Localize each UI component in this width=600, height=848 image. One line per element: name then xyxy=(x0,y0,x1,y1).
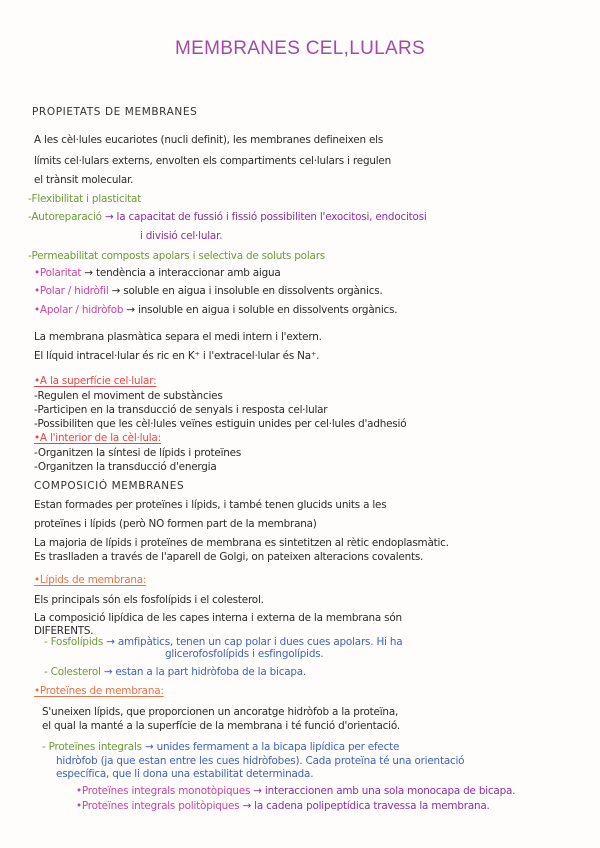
flexibility-heading: -Flexibilitat i plasticitat xyxy=(28,193,142,205)
integral-line xyxy=(42,741,399,754)
lipids-line-2: La composició lipídica de les capes interna i externa de la membrana són xyxy=(34,612,402,624)
monotopic-text: → interaccionen amb una sola monocapa de bicapa. xyxy=(253,785,516,797)
intro-line-2: límits cel·lulars externs, envolten els compartiments cel·lulars i regulen xyxy=(34,155,391,167)
integral-label: - Proteïnes integrals xyxy=(42,741,142,753)
permeability-heading: -Permeabilitat composts apolars i selectiva de soluts polars xyxy=(28,250,325,262)
integral-text: → unides fermament a la bicapa lipídica per efecte xyxy=(144,741,400,753)
apolar-line xyxy=(34,304,397,317)
surface-item-3: -Possibiliten que les cèl·lules veïnes estiguin unides per cel·lules d'adhesió xyxy=(34,418,407,430)
lipids-line-1: Els principals són els fosfolípids i el colesterol. xyxy=(34,594,264,606)
integral-line-3: específica, que li dona una estabilitat determinada. xyxy=(56,768,314,780)
proteins-heading: •Proteïnes de membrana: xyxy=(34,685,164,697)
autoreparacio-line xyxy=(28,211,427,224)
autoreparacio-text-2: i divisió cel·lular. xyxy=(140,230,223,242)
polytopic-label: •Proteïnes integrals politòpiques xyxy=(76,800,240,812)
composition-line-4: Es traslladen a través de l'aparell de Golgi, on pateixen alteracions covalents. xyxy=(34,551,424,563)
plasma-line-2: El líquid intracel·lular és ric en K⁺ i l'extracel·lular és Na⁺. xyxy=(34,350,320,362)
intro-line-1: A les cèl·lules eucariotes (nucli definit), les membranes defineixen els xyxy=(34,134,384,146)
autoreparacio-text: → la capacitat de fussió i fissió possibiliten l'exocitosi, endocitosi xyxy=(104,211,427,223)
proteins-line-2: el qual la manté a la superfície de la membrana i té funció d'orientació. xyxy=(42,720,400,732)
interior-item-2: -Organitzen la transducció d'energia xyxy=(34,461,217,473)
polytopic-line xyxy=(76,800,490,813)
surface-heading: •A la superfície cel·lular: xyxy=(34,375,157,387)
polaritat-line xyxy=(34,267,281,280)
monotopic-label: •Proteïnes integrals monotòpiques xyxy=(76,785,251,797)
section-heading-propietats: PROPIETATS DE MEMBRANES xyxy=(32,106,198,118)
polar-text: → soluble en aigua i insoluble en dissolvents orgànics. xyxy=(111,285,383,297)
colesterol-label: - Colesterol xyxy=(44,666,101,678)
autoreparacio-label: -Autoreparació xyxy=(28,211,102,223)
plasma-line-1: La membrana plasmàtica separa el medi intern i l'extern. xyxy=(34,331,322,343)
interior-heading: •A l'interior de la cèl·lula: xyxy=(34,432,161,444)
intro-line-3: el trànsit molecular. xyxy=(34,174,134,186)
section-heading-composicio: COMPOSICIÓ MEMBRANES xyxy=(34,480,185,492)
polar-line xyxy=(34,285,383,298)
fosfolipids-label: - Fosfolípids xyxy=(44,636,104,648)
composition-line-3: La majoria de lípids i proteïnes de membrana es sintetitzen al rètic endoplasmàtic. xyxy=(34,537,449,549)
lipids-heading: •Lípids de membrana: xyxy=(34,574,147,586)
proteins-line-1: S'uneixen lípids, que proporcionen un ancoratge hidròfob a la proteïna, xyxy=(42,706,399,718)
polar-label: •Polar / hidròfil xyxy=(34,285,109,297)
polaritat-text: → tendència a interaccionar amb aigua xyxy=(84,267,281,279)
monotopic-line xyxy=(76,785,515,798)
apolar-label: •Apolar / hidròfob xyxy=(34,304,124,316)
composition-line-2: proteïnes i lípids (però NO formen part de la membrana) xyxy=(34,518,317,530)
colesterol-text: → estan a la part hidròfoba de la bicapa. xyxy=(103,666,307,678)
lipids-line-3: DIFERENTS. xyxy=(34,625,94,637)
polytopic-text: → la cadena polipeptídica travessa la membrana. xyxy=(242,800,490,812)
surface-item-2: -Participen en la transducció de senyals i resposta cel·lular xyxy=(34,404,328,416)
integral-line-2: hidròfob (ja que estan entre les cues hidròfobes). Cada proteïna té una orientació xyxy=(56,755,465,767)
surface-item-1: -Regulen el moviment de substàncies xyxy=(34,390,223,402)
colesterol-line xyxy=(44,666,306,679)
fosfolipids-text: → amfipàtics, tenen un cap polar i dues cues apolars. Hi ha xyxy=(106,636,403,648)
fosfolipids-text-2: glicerofosfolípids i esfingolípids. xyxy=(165,648,324,660)
composition-line-1: Estan formades per proteïnes i lípids, i també tenen glucids units a les xyxy=(34,499,387,511)
apolar-text: → insoluble en aigua i soluble en dissolvents orgànics. xyxy=(126,304,398,316)
interior-item-1: -Organitzen la síntesi de lípids i proteïnes xyxy=(34,447,242,459)
polaritat-label: •Polaritat xyxy=(34,267,82,279)
page-title: MEMBRANES CEL,LULARS xyxy=(175,38,425,59)
